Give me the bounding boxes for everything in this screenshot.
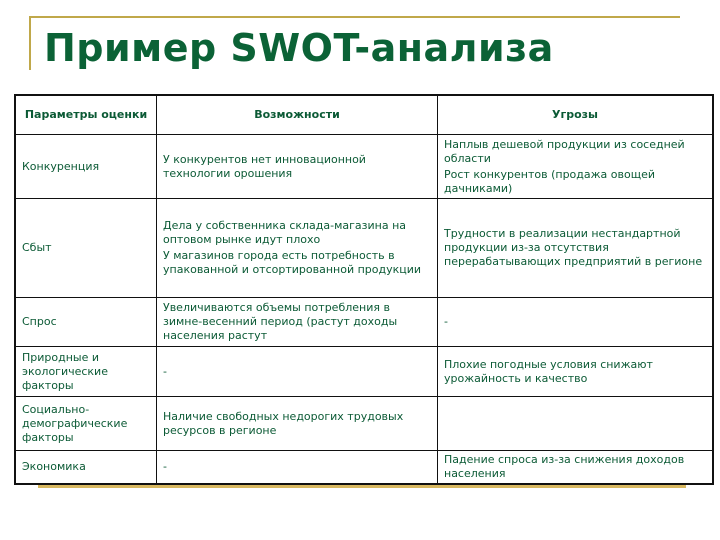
threats-cell (438, 451, 714, 485)
opportunities-cell (157, 397, 438, 451)
opportunities-item: Наличие свободных недорогих трудовых ресурсов в регионе (163, 409, 404, 437)
table-row (15, 298, 713, 347)
threats-cell (438, 397, 714, 451)
table-row (15, 199, 713, 298)
table-row (15, 135, 713, 199)
threats-cell (438, 135, 714, 199)
opportunities-item: - (163, 460, 167, 473)
opportunities-item: У магазинов города есть потребность в упакованной и отсортированной продукции (163, 249, 422, 276)
param-cell: Природные и экологические факторы (15, 347, 157, 397)
param-cell: Экономика (15, 451, 157, 485)
table-header-row (15, 95, 713, 135)
param-cell: Социально-демографические факторы (15, 397, 157, 451)
opportunities-item: У конкурентов нет инновационной технологии орошения (163, 152, 366, 180)
param-cell: Конкуренция (15, 135, 157, 199)
threats-item: Трудности в реализации нестандартной продукции из-за отсутствия перерабатывающих предприятий в регионе (444, 227, 703, 268)
table-row (15, 397, 713, 451)
table-row (15, 451, 713, 485)
threats-item: Падение спроса из-за снижения доходов населения (444, 453, 685, 480)
threats-cell (438, 298, 714, 347)
opportunities-cell (157, 199, 438, 298)
opportunities-cell (157, 135, 438, 199)
decorative-bottom-line (38, 485, 686, 488)
opportunities-item: Увеличиваются объемы потребления в зимне-весенний период (растут доходы населения растут (163, 301, 398, 342)
opportunities-cell (157, 347, 438, 397)
threats-item: Наплыв дешевой продукции из соседней области (444, 137, 685, 165)
opportunities-cell (157, 298, 438, 347)
threats-item: - (444, 315, 448, 328)
swot-table (14, 94, 714, 485)
decorative-left-line (29, 16, 31, 70)
header-threats: Угрозы (438, 95, 714, 135)
header-opportunities: Возможности (157, 95, 438, 135)
page-title: Пример SWOT-анализа (44, 26, 554, 70)
param-cell: Спрос (15, 298, 157, 347)
opportunities-item: Дела у собственника склада-магазина на оптовом рынке идут плохо (163, 219, 407, 246)
table-row (15, 347, 713, 397)
threats-item: Плохие погодные условия снижают урожайность и качество (444, 357, 653, 385)
threats-cell (438, 199, 714, 298)
opportunities-item: - (163, 364, 167, 378)
header-params: Параметры оценки (15, 95, 157, 135)
opportunities-cell (157, 451, 438, 485)
threats-cell (438, 347, 714, 397)
param-cell: Сбыт (15, 199, 157, 298)
threats-item: Рост конкурентов (продажа овощей дачниками) (444, 167, 656, 195)
decorative-top-line (30, 16, 680, 18)
